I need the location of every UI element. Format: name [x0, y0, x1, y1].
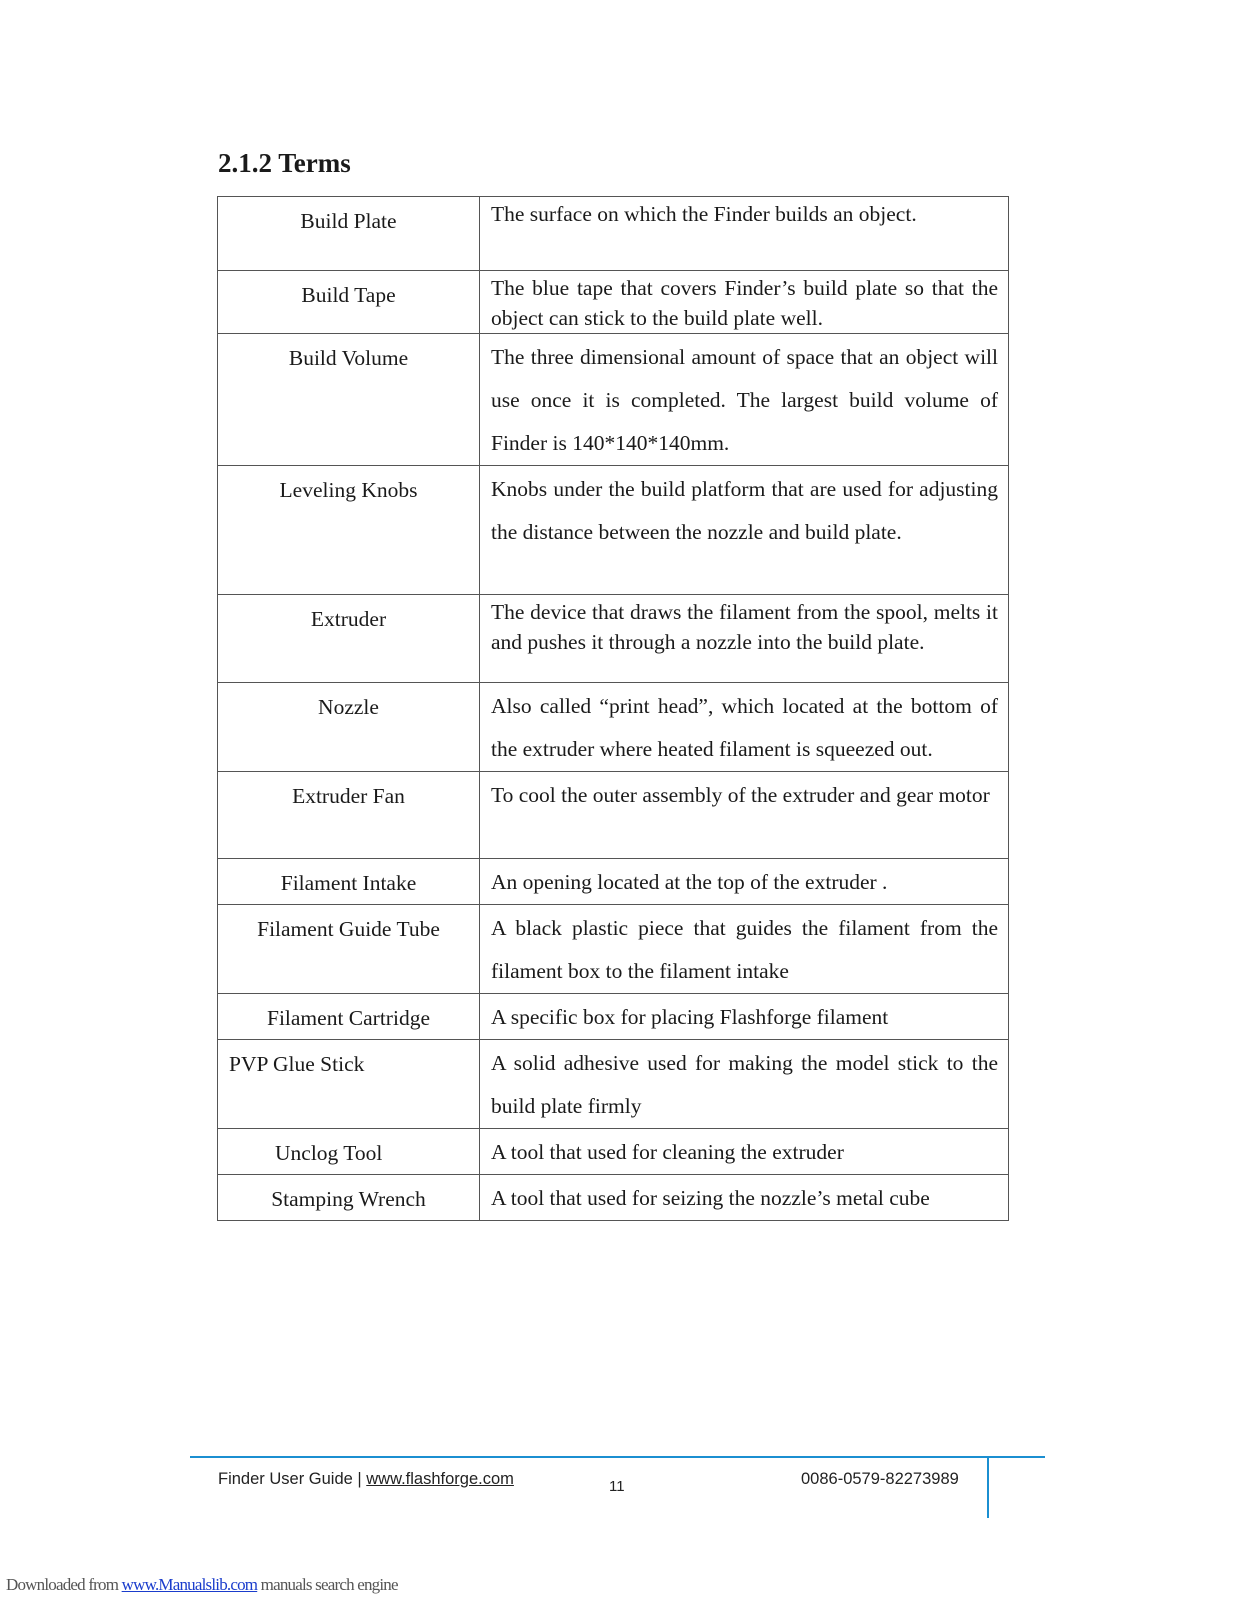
definition-cell: The three dimensional amount of space that an object will use once it is completed. The largest build volume of Finder is 140*140*140mm.: [480, 334, 1009, 466]
definition-cell: A black plastic piece that guides the filament from the filament box to the filament intake: [480, 905, 1009, 994]
table-row: [218, 1129, 1009, 1175]
term-cell: Leveling Knobs: [218, 466, 480, 595]
definition-cell: To cool the outer assembly of the extruder and gear motor: [480, 772, 1009, 859]
table-row: [218, 994, 1009, 1040]
term-cell: Stamping Wrench: [218, 1175, 480, 1221]
footer-guide-label: Finder User Guide |: [218, 1470, 367, 1488]
table-row: [218, 683, 1009, 772]
table-row: [218, 271, 1009, 334]
term-cell: Build Plate: [218, 197, 480, 271]
definition-cell: The blue tape that covers Finder’s build plate so that the object can stick to the build plate well.: [480, 271, 1009, 334]
definition-cell: A specific box for placing Flashforge filament: [480, 994, 1009, 1040]
term-cell: Filament Intake: [218, 859, 480, 905]
definition-cell: The surface on which the Finder builds an object.: [480, 197, 1009, 271]
section-heading: 2.1.2 Terms: [218, 148, 351, 178]
manualslib-link[interactable]: www.Manualslib.com: [121, 1575, 258, 1594]
table-row: [218, 905, 1009, 994]
definition-cell: Also called “print head”, which located at the bottom of the extruder where heated filament is squeezed out.: [480, 683, 1009, 772]
table-row: [218, 334, 1009, 466]
watermark-suffix: manuals search engine: [257, 1575, 398, 1594]
footer-guide: [218, 1470, 514, 1489]
term-cell: Extruder: [218, 595, 480, 683]
term-cell: Build Tape: [218, 271, 480, 334]
definition-cell: A tool that used for seizing the nozzle’s metal cube: [480, 1175, 1009, 1221]
footer-website-link[interactable]: www.flashforge.com: [366, 1470, 514, 1488]
table-row: [218, 772, 1009, 859]
footer-phone: 0086-0579-82273989: [801, 1470, 959, 1488]
table-row: [218, 1175, 1009, 1221]
table-row: [218, 1040, 1009, 1129]
term-cell: Nozzle: [218, 683, 480, 772]
term-cell: Filament Cartridge: [218, 994, 480, 1040]
definition-cell: A tool that used for cleaning the extruder: [480, 1129, 1009, 1175]
page-number: 11: [609, 1478, 625, 1495]
watermark-prefix: Downloaded from: [6, 1575, 122, 1594]
table-row: [218, 197, 1009, 271]
definition-cell: The device that draws the filament from the spool, melts it and pushes it through a nozzle into the build plate.: [480, 595, 1009, 683]
definition-cell: Knobs under the build platform that are used for adjusting the distance between the nozzle and build plate.: [480, 466, 1009, 595]
footer-divider: [190, 1456, 1045, 1458]
term-cell: Build Volume: [218, 334, 480, 466]
footer-vertical-divider: [987, 1456, 989, 1518]
table-row: [218, 466, 1009, 595]
terms-table: [217, 196, 1009, 1221]
definition-cell: A solid adhesive used for making the model stick to the build plate firmly: [480, 1040, 1009, 1129]
definition-cell: An opening located at the top of the extruder .: [480, 859, 1009, 905]
table-row: [218, 595, 1009, 683]
download-watermark: [6, 1575, 398, 1595]
term-cell: Extruder Fan: [218, 772, 480, 859]
term-cell: Filament Guide Tube: [218, 905, 480, 994]
table-row: [218, 859, 1009, 905]
term-cell: Unclog Tool: [218, 1129, 480, 1175]
term-cell: PVP Glue Stick: [218, 1040, 480, 1129]
